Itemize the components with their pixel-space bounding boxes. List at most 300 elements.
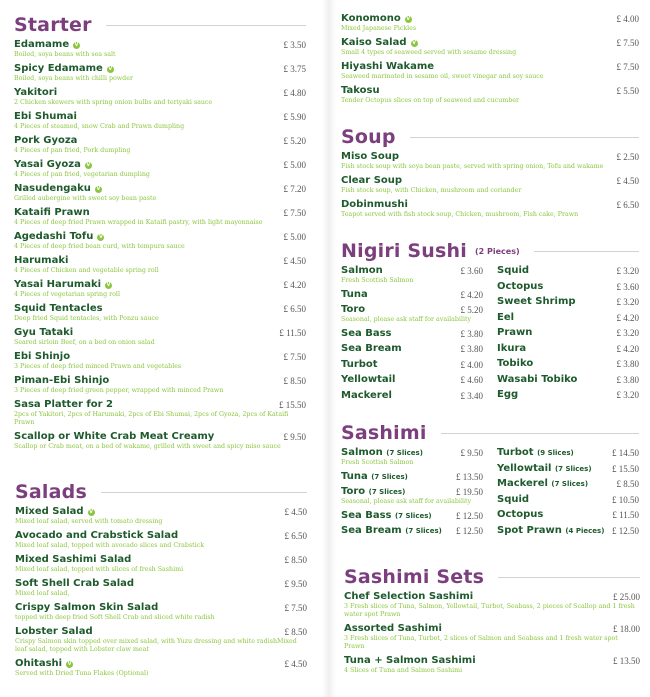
- menu-item: [497, 494, 639, 506]
- section-divider: [101, 492, 307, 493]
- item-price: £ 4.50: [284, 507, 307, 517]
- vegetarian-icon: V: [406, 16, 411, 22]
- item-price: £ 7.50: [616, 38, 639, 48]
- menu-item: [497, 265, 639, 277]
- item-quantity: (7 Slices): [405, 527, 442, 535]
- menu-item: [497, 525, 639, 537]
- menu-item: [341, 343, 483, 355]
- item-name: Assorted Sashimi: [344, 623, 442, 634]
- item-name-row: [14, 207, 306, 219]
- item-name: Octopus: [497, 509, 544, 520]
- item-price: £ 3.50: [283, 40, 306, 50]
- section-divider: [410, 137, 639, 138]
- item-name: Sea Bass: [341, 327, 392, 339]
- menu-item: [14, 39, 306, 59]
- item-name: Nasudengaku: [14, 183, 91, 194]
- item-description: Fresh Scottish Salmon: [341, 277, 414, 284]
- item-columns: [341, 265, 639, 405]
- item-price: £ 7.50: [283, 352, 306, 362]
- item-quantity: (9 Slices): [537, 449, 574, 457]
- item-name: Spicy Edamame: [14, 63, 103, 74]
- item-description: Boiled, soya beans with chilli powder: [14, 75, 133, 82]
- item-name: Toro: [341, 486, 366, 497]
- menu-item: [14, 279, 306, 299]
- menu-item: [341, 374, 483, 386]
- menu-item: [14, 183, 306, 203]
- item-description: Mixed leaf salad, topped with slices of fresh Sashimi: [15, 566, 184, 573]
- menu-item: [14, 111, 306, 131]
- item-name-row: [14, 303, 306, 315]
- item-name: Konomono: [341, 13, 401, 24]
- item-price: £ 12.50: [612, 525, 639, 536]
- item-description: 3 Fresh slices of Tuna, Turbot, 2 slices of Salmon and Seabass and 1 fresh water spot Prawn: [344, 635, 618, 650]
- vegetarian-icon: V: [74, 42, 79, 48]
- item-price: £ 6.50: [616, 200, 639, 210]
- item-description: Teapot served with fish stock soup, Chicken, mushroom, Fish cake, Prawn: [341, 211, 579, 218]
- item-name: Spot Prawn: [497, 524, 562, 536]
- item-price: £ 4.00: [460, 359, 483, 370]
- menu-item: [344, 591, 640, 619]
- menu-item: [341, 265, 483, 285]
- menu-item: [344, 623, 640, 651]
- item-description: 2 Chicken skewers with spring onion bulbs and teriyaki sauce: [14, 99, 213, 106]
- item-price: £ 7.50: [616, 62, 639, 72]
- item-price: £ 6.50: [283, 304, 306, 314]
- item-quantity: (7 Slices): [371, 472, 408, 481]
- section-title: Sashimi Sets: [344, 566, 485, 588]
- menu-item: [14, 255, 306, 275]
- item-price: £ 4.80: [283, 88, 306, 98]
- item-name: Turbot: [497, 447, 534, 458]
- item-name-row: [14, 159, 306, 171]
- item-price: £ 19.50: [456, 487, 483, 497]
- item-name: Clear Soup: [341, 175, 403, 186]
- item-description: Grilled aubergine with sweet soy bean paste: [14, 195, 157, 202]
- section-header: [341, 240, 639, 262]
- item-name: Crispy Salmon Skin Salad: [15, 602, 159, 613]
- item-name-row: [15, 554, 307, 566]
- item-price: £ 4.50: [284, 659, 307, 669]
- menu-item: [497, 463, 639, 475]
- section-title: Soup: [341, 126, 396, 148]
- section-sashimi-sets: [344, 566, 640, 679]
- item-name: Tuna: [341, 470, 368, 482]
- item-name-row: [14, 87, 306, 99]
- item-name: Kataifi Prawn: [14, 207, 90, 218]
- item-name: Sea Bass: [341, 509, 392, 521]
- item-price: £ 3.20: [616, 328, 639, 338]
- menu-item: [341, 486, 483, 506]
- item-description: 4 Pieces of pan fried, Pork dumpling: [14, 147, 131, 154]
- item-name-row: [14, 63, 306, 75]
- item-name-row: [341, 175, 639, 187]
- item-name-row: [341, 61, 639, 73]
- item-name: Ebi Shumai: [14, 111, 77, 122]
- menu-item: [497, 296, 639, 308]
- item-name-row: [344, 591, 640, 603]
- menu-item: [497, 327, 639, 339]
- item-name: Avocado and Crabstick Salad: [15, 530, 179, 541]
- item-name: Turbot: [341, 358, 378, 370]
- section-header: [14, 14, 306, 36]
- item-description: Mixed leaf salad, topped with avocado slices and Crabstick: [15, 542, 205, 549]
- item-name: Squid Tentacles: [14, 303, 103, 314]
- item-name-row: [14, 39, 306, 51]
- menu-item: [497, 312, 639, 324]
- item-name: Takosu: [341, 85, 380, 96]
- item-price: £ 4.60: [460, 375, 483, 385]
- vegetarian-icon: V: [108, 66, 113, 72]
- item-name-row: [14, 351, 306, 363]
- item-price: £ 8.50: [616, 479, 639, 489]
- item-name-row: [341, 151, 639, 163]
- item-price: £ 8.50: [283, 376, 306, 386]
- item-description: 3 Fresh slices of Tuna, Salmon, Yellowtail, Turbot, Seabass, 2 pieces of Scallop and 1 fresh water spot Prawn: [344, 603, 635, 618]
- item-name-row: [15, 602, 307, 614]
- item-price: £ 4.20: [283, 280, 306, 290]
- menu-item: [341, 471, 483, 483]
- item-description: 4 Pieces of deep fried bean curd, with tempura sauce: [14, 243, 185, 250]
- menu-item: [341, 525, 483, 537]
- item-name: Agedashi Tofu: [14, 231, 94, 242]
- vegetarian-icon: V: [412, 40, 416, 46]
- item-description: 4 Pieces of deep fried Prawn wrapped in Kataifi pastry, with light mayonnaise: [14, 219, 263, 226]
- item-price: £ 3.20: [616, 297, 639, 307]
- item-description: 4 Pieces of vegetarian spring roll: [14, 291, 120, 298]
- section-title: Starter: [14, 14, 92, 36]
- menu-item: [341, 289, 483, 301]
- item-price: £ 13.50: [613, 656, 640, 666]
- item-price: £ 3.80: [460, 344, 483, 354]
- item-name-row: [14, 327, 306, 339]
- item-price: £ 11.50: [279, 328, 306, 338]
- item-name: Mixed Salad: [15, 506, 84, 517]
- menu-item: [497, 478, 639, 490]
- item-name-row: [15, 578, 307, 590]
- item-price: £ 4.20: [616, 343, 639, 354]
- section-divider: [498, 577, 640, 578]
- item-quantity: (7 Slices): [551, 480, 589, 488]
- item-name: Dobinmushi: [341, 199, 408, 210]
- menu-item: [14, 231, 306, 251]
- item-description: Scallop or Crab meat, on a bed of wakame, grilled with sweet and spicy miso sauce: [14, 443, 281, 450]
- item-price: £ 4.50: [283, 256, 306, 266]
- item-name: Ikura: [497, 342, 527, 354]
- item-description: 4 Pieces of pan fried, vegetarian dumpling: [14, 171, 150, 178]
- item-price: £ 9.50: [460, 448, 483, 458]
- item-price: £ 3.60: [460, 266, 483, 276]
- item-name: Harumaki: [14, 255, 69, 266]
- item-name: Ebi Shinjo: [14, 351, 71, 362]
- item-description: topped with deep fried Soft Shell Crab and sliced white radish: [15, 614, 215, 621]
- item-price: £ 12.50: [456, 526, 483, 536]
- item-price: £ 3.80: [460, 328, 483, 339]
- item-price: £ 25.00: [613, 592, 640, 602]
- section-nigiri: [341, 240, 639, 405]
- item-name-row: [14, 111, 306, 123]
- item-name: Tuna: [341, 288, 368, 300]
- item-price: £ 14.50: [612, 448, 639, 458]
- item-description: Seaweed marinated in sesame oil, sweet vinegar and soy sauce: [341, 73, 544, 80]
- menu-item: [15, 554, 307, 574]
- item-quantity: (7 Slices): [368, 488, 406, 496]
- item-price: £ 5.20: [283, 136, 306, 146]
- section-header: [344, 566, 640, 588]
- item-column-right: [497, 265, 639, 405]
- item-name-row: [341, 13, 639, 25]
- item-description: Fish stock soup, with Chicken, mushroom and coriander: [341, 187, 522, 194]
- item-name: Tuna + Salmon Sashimi: [344, 655, 476, 666]
- item-description: 4 Slices of Tuna and Salmon Sashimi: [344, 667, 463, 674]
- item-price: £ 2.50: [616, 152, 639, 162]
- menu-item: [341, 359, 483, 371]
- item-name-row: [15, 530, 307, 542]
- item-description: Seared sirloin Beef, on a bed on onion salad: [14, 339, 155, 346]
- section-sashimi: [341, 422, 639, 541]
- item-name-row: [15, 626, 307, 638]
- item-name: Lobster Salad: [15, 626, 93, 637]
- section-divider: [441, 433, 639, 434]
- item-name: Piman-Ebi Shinjo: [14, 375, 110, 386]
- item-name-row: [14, 183, 306, 195]
- item-name: Prawn: [497, 327, 533, 338]
- item-name: Toro: [341, 304, 366, 315]
- menu-item: [344, 655, 640, 675]
- item-description: Tender Octopus slices on top of seaweed and cucumber: [341, 97, 519, 104]
- menu-item: [497, 447, 639, 459]
- item-price: £ 3.75: [283, 64, 306, 74]
- item-price: £ 3.60: [616, 281, 639, 292]
- item-name-row: [14, 375, 306, 387]
- item-price: £ 5.50: [616, 86, 639, 96]
- item-price: £ 5.20: [460, 305, 483, 315]
- item-price: £ 18.00: [613, 624, 640, 634]
- menu-item: [341, 13, 639, 33]
- item-price: £ 11.50: [612, 510, 639, 520]
- item-price: £ 15.50: [279, 400, 306, 410]
- item-quantity: (7 Slices): [554, 464, 592, 473]
- item-name-row: [14, 255, 306, 267]
- menu-item: [341, 510, 483, 522]
- item-name: Miso Soup: [341, 151, 400, 162]
- menu-item: [341, 85, 639, 105]
- item-name: Yasai Harumaki: [14, 279, 102, 290]
- item-name: Mackerel: [497, 478, 548, 489]
- item-price: £ 8.50: [284, 555, 307, 565]
- item-name-row: [14, 279, 306, 291]
- item-name: Octopus: [497, 280, 544, 292]
- item-name-row: [341, 199, 639, 211]
- item-price: £ 7.50: [284, 603, 307, 613]
- item-name: Sea Bream: [341, 525, 402, 536]
- item-name-row: [341, 37, 639, 49]
- item-name: Yellowtail: [341, 374, 396, 385]
- item-name: Yasai Gyoza: [14, 159, 81, 170]
- vegetarian-icon: V: [96, 186, 101, 192]
- menu-item: [497, 358, 639, 370]
- item-description: Mixed leaf salad,: [15, 590, 70, 597]
- item-name: Yakitori: [14, 87, 58, 98]
- item-name: Squid: [497, 493, 530, 505]
- item-price: £ 9.50: [284, 579, 307, 589]
- section-subtitle: (2 Pieces): [474, 246, 520, 256]
- item-price: £ 3.40: [460, 390, 483, 401]
- item-columns: [341, 447, 639, 541]
- menu-item: [15, 626, 307, 654]
- item-description: 3 Pieces of deep fried green pepper, wrapped with minced Prawn: [14, 387, 224, 394]
- item-name: Pork Gyoza: [14, 135, 78, 146]
- item-price: £ 10.50: [612, 494, 639, 505]
- menu-item: [14, 63, 306, 83]
- item-description: Served with Dried Tuna Flakes (Optional): [15, 670, 149, 677]
- menu-item: [341, 390, 483, 402]
- item-name-row: [15, 506, 307, 518]
- section-divider: [106, 25, 306, 26]
- menu-item: [15, 578, 307, 598]
- item-description: 4 Pieces of steamed, snow Crab and Prawn dumpling: [14, 123, 185, 130]
- item-description: Small 4 types of seaweed served with sesame dressing: [341, 49, 517, 56]
- menu-item: [497, 509, 639, 521]
- menu-item: [497, 374, 639, 386]
- item-description: Crispy Salmon skin topped over mixed salad, with Yuzu dressing and white radishMixed leaf salad, topped with Lobster claw meat: [15, 638, 297, 653]
- item-name: Sea Bream: [341, 343, 402, 354]
- item-price: £ 3.80: [616, 359, 639, 369]
- menu-item: [14, 159, 306, 179]
- section-more-starters: [341, 13, 639, 109]
- item-price: £ 4.00: [616, 14, 639, 24]
- item-name-row: [14, 431, 306, 443]
- item-price: £ 12.50: [456, 510, 483, 521]
- item-name: Salmon: [341, 447, 383, 458]
- section-header: [341, 126, 639, 148]
- item-price: £ 13.50: [456, 471, 483, 482]
- item-description: 4 Pieces of Chicken and vegetable spring roll: [14, 267, 159, 274]
- item-price: £ 5.00: [283, 160, 306, 170]
- menu-item: [341, 61, 639, 81]
- item-description: Deep fried Squid tentacles, with Ponzu sauce: [14, 315, 159, 322]
- item-price: £ 7.50: [283, 208, 306, 218]
- menu-item: [14, 351, 306, 371]
- menu-item: [341, 175, 639, 195]
- menu-item: [14, 375, 306, 395]
- item-name-row: [14, 231, 306, 243]
- vegetarian-icon: V: [89, 509, 93, 515]
- item-description: Boiled, soya beans with sea salt: [14, 51, 116, 58]
- section-soup: [341, 126, 639, 223]
- vegetarian-icon: V: [67, 661, 72, 667]
- vegetarian-icon: V: [98, 234, 103, 240]
- menu-item: [14, 207, 306, 227]
- menu-item: [341, 304, 483, 324]
- item-description: Seasonal, please ask staff for availability: [341, 498, 472, 505]
- menu-item: [341, 447, 483, 467]
- vegetarian-icon: V: [86, 162, 91, 168]
- menu-item: [341, 328, 483, 340]
- item-column-left: [341, 447, 483, 541]
- item-price: £ 4.50: [616, 176, 639, 186]
- item-name-row: [15, 658, 307, 670]
- section-salads: [15, 481, 307, 682]
- item-name: Ohitashi: [15, 658, 63, 669]
- item-quantity: (7 Slices): [386, 449, 423, 457]
- item-price: £ 5.90: [283, 112, 306, 122]
- menu-item: [341, 151, 639, 171]
- item-description: 3 Pieces of deep fried minced Prawn and vegetables: [14, 363, 182, 370]
- item-name: Salmon: [341, 265, 383, 276]
- item-price: £ 9.50: [283, 432, 306, 442]
- menu-item: [14, 327, 306, 347]
- item-name: Mackerel: [341, 389, 392, 401]
- item-name: Scallop or White Crab Meat Creamy: [14, 431, 215, 442]
- section-title: Salads: [15, 481, 87, 503]
- item-description: 2pcs of Yakitori, 2pcs of Harumaki, 2pcs of Ebi Shumai, 2pcs of Gyoza, 2pcs of Kataifi Prawn: [14, 411, 289, 426]
- item-price: £ 3.20: [616, 390, 639, 400]
- menu-item: [14, 303, 306, 323]
- item-name-row: [14, 135, 306, 147]
- item-price: £ 7.20: [283, 184, 306, 194]
- item-price: £ 15.50: [612, 463, 639, 474]
- item-price: £ 4.20: [460, 289, 483, 300]
- section-header: [341, 422, 639, 444]
- item-name: Tobiko: [497, 358, 534, 369]
- menu-item: [341, 199, 639, 219]
- item-name: Squid: [497, 265, 530, 276]
- item-name: Kaiso Salad: [341, 37, 407, 48]
- item-name: Gyu Tataki: [14, 327, 74, 338]
- menu-item: [15, 602, 307, 622]
- menu-item: [14, 431, 306, 451]
- item-description: Fish stock soup with soya bean paste, served with spring onion, Tofu and wakame: [341, 163, 604, 170]
- item-name: Wasabi Tobiko: [497, 373, 578, 385]
- item-column-right: [497, 447, 639, 541]
- item-name-row: [344, 655, 640, 667]
- item-name: Eel: [497, 311, 515, 323]
- item-description: Seasonal, please ask staff for availability: [341, 316, 472, 323]
- item-name: Chef Selection Sashimi: [344, 591, 474, 602]
- menu-item: [14, 135, 306, 155]
- menu-item: [15, 658, 307, 678]
- section-divider: [534, 251, 639, 252]
- section-title: Sashimi: [341, 422, 427, 444]
- menu-item: [15, 530, 307, 550]
- item-name: Egg: [497, 389, 519, 400]
- item-price: £ 3.20: [616, 266, 639, 276]
- item-name: Mixed Sashimi Salad: [15, 554, 132, 565]
- item-name: Edamame: [14, 39, 70, 50]
- menu-item: [14, 399, 306, 427]
- item-name: Sweet Shrimp: [497, 296, 576, 307]
- item-price: £ 8.50: [284, 627, 307, 637]
- menu-item: [15, 506, 307, 526]
- menu-item: [14, 87, 306, 107]
- item-name-row: [344, 623, 640, 635]
- item-name-row: [341, 85, 639, 97]
- item-description: Mixed Japanese Pickles: [341, 25, 417, 32]
- section-header: [15, 481, 307, 503]
- item-quantity: (7 Slices): [394, 511, 432, 520]
- item-name: Hiyashi Wakame: [341, 61, 435, 72]
- section-title: Nigiri Sushi: [341, 240, 467, 262]
- menu-item: [497, 281, 639, 293]
- item-name-row: [14, 399, 306, 411]
- item-quantity: (4 Pieces): [565, 526, 605, 535]
- item-price: £ 4.20: [616, 312, 639, 323]
- item-name: Yellowtail: [497, 462, 552, 474]
- item-price: £ 6.50: [284, 531, 307, 541]
- item-name: Sasa Platter for 2: [14, 399, 113, 410]
- menu-item: [497, 389, 639, 401]
- section-starter: [14, 14, 306, 455]
